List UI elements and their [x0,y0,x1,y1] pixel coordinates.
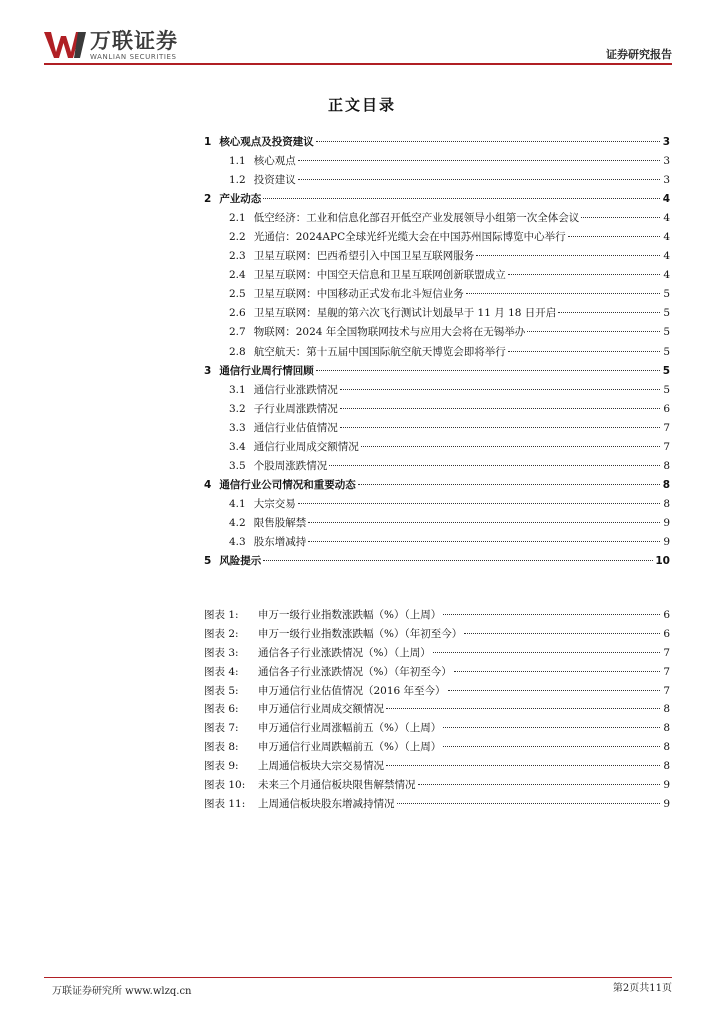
figure-label: 图表 11: [204,797,246,810]
dot-leader [448,690,660,691]
toc-title: 卫星互联网：巴西希望引入中国卫星互联网服务 [253,250,475,263]
dot-leader [298,160,660,161]
toc-number: 2.8 [229,345,246,358]
company-logo [44,30,178,61]
toc-title: 通信行业周成交额情况 [253,440,359,453]
logo-name-cn: 万联证券 [90,29,178,53]
dot-leader [527,331,660,332]
figure-page: 8 [663,760,670,773]
toc-title: 投资建议 [253,174,296,187]
toc-number: 3.2 [229,402,246,415]
toc-entry[interactable] [204,553,670,572]
figure-label: 图表 5: [204,684,239,697]
toc-entry[interactable] [204,458,670,477]
toc-entry[interactable] [204,515,670,534]
figure-label: 图表 2: [204,627,239,640]
dot-leader [418,784,661,785]
dot-leader [316,141,660,142]
toc-page: 6 [663,402,670,415]
figure-label: 图表 4: [204,665,239,678]
toc-entry[interactable] [204,401,670,420]
figure-page: 8 [663,722,670,735]
toc-page: 4 [663,231,670,244]
toc-title: 卫星互联网：星舰的第六次飞行测试计划最早于 11 月 18 日开启 [253,307,557,320]
figure-page: 6 [663,627,670,640]
dot-leader [581,217,660,218]
toc-title: 子行业周涨跌情况 [253,402,338,415]
dot-leader [329,465,660,466]
toc-title: 股东增减持 [253,535,307,548]
toc-page: 5 [662,364,670,377]
toc-page: 4 [662,193,670,206]
figure-page: 7 [663,665,670,678]
toc-page: 7 [663,421,670,434]
footer-page-number: 第2页共11页 [612,983,672,994]
figure-entry[interactable] [204,626,670,645]
figure-label: 图表 7: [204,722,239,735]
toc-title: 个股周涨跌情况 [253,459,328,472]
toc-entry[interactable] [204,153,670,172]
logo-text [90,30,178,61]
dot-leader [361,446,660,447]
dot-leader [263,198,660,199]
figure-page: 8 [663,703,670,716]
toc-number: 2.2 [229,231,246,244]
toc-number: 3.5 [229,459,246,472]
dot-leader [340,389,660,390]
figure-list [204,607,670,815]
dot-leader [508,274,660,275]
dot-leader [558,312,660,313]
figure-label: 图表 8: [204,741,239,754]
figure-page: 8 [663,741,670,754]
dot-leader [298,179,660,180]
figure-title: 申万一级行业指数涨跌幅（%）（年初至今） [258,627,463,640]
dot-leader [433,652,660,653]
toc-entry[interactable] [204,477,670,496]
toc-page: 8 [663,459,670,472]
figure-title: 通信各子行业涨跌情况（%）（上周） [258,646,431,659]
figure-title: 通信各子行业涨跌情况（%）（年初至今） [258,665,452,678]
toc-page: 3 [663,155,670,168]
figure-page: 7 [663,684,670,697]
toc-entry[interactable] [204,344,670,363]
toc-title: 风险提示 [219,555,262,568]
dot-leader [454,671,660,672]
toc-title: 航空航天：第十五届中国国际航空航天博览会即将举行 [253,345,506,358]
toc-number: 5 [204,555,212,568]
dot-leader [386,708,660,709]
figure-page: 9 [663,797,670,810]
toc-page: 9 [663,535,670,548]
figure-entry[interactable] [204,739,670,758]
toc-number: 1.1 [229,155,246,168]
toc-page: 5 [663,288,670,301]
toc-title: 物联网：2024 年全国物联网技术与应用大会将在无锡举办 [253,326,526,339]
toc-title: 通信行业估值情况 [253,421,338,434]
figure-label: 图表 1: [204,609,239,621]
dot-leader [308,541,660,542]
toc-title: 产业动态 [219,193,262,206]
toc-title: 卫星互联网：中国空天信息和卫星互联网创新联盟成立 [253,269,506,282]
figure-title: 上周通信板块股东增减持情况 [258,797,395,810]
figure-label: 图表 9: [204,760,239,773]
toc-number: 4.3 [229,535,246,548]
figure-entry[interactable] [204,720,670,739]
dot-leader [298,503,660,504]
table-of-contents [204,134,670,572]
toc-title: 卫星互联网：中国移动正式发布北斗短信业务 [253,288,464,301]
toc-title: 通信行业周行情回顾 [219,364,314,377]
toc-page: 5 [663,326,670,339]
figure-title: 申万通信行业估值情况（2016 年至今） [258,684,446,697]
dot-leader [508,351,660,352]
dot-leader [568,236,660,237]
toc-page: 3 [662,136,670,148]
toc-number: 2.4 [229,269,246,282]
toc-title: 通信行业涨跌情况 [253,383,338,396]
toc-entry[interactable] [204,210,670,229]
footer-source: 万联证券研究所 www.wlzq.cn [52,986,192,997]
dot-leader [397,803,661,804]
toc-number: 3.4 [229,440,246,453]
dot-leader [443,746,660,747]
toc-title: 光通信：2024APC全球光纤光缆大会在中国苏州国际博览中心举行 [253,231,566,244]
toc-page: 3 [663,174,670,187]
figure-entry[interactable] [204,758,670,777]
toc-title: 核心观点 [253,155,296,168]
toc-entry[interactable] [204,382,670,401]
page-title: 正文目录 [327,96,396,114]
dot-leader [443,727,660,728]
figure-label: 图表 3: [204,646,239,659]
toc-number: 4.1 [229,497,246,510]
toc-entry[interactable] [204,324,670,343]
toc-entry[interactable] [204,534,670,553]
toc-title: 大宗交易 [253,497,296,510]
toc-page: 5 [663,307,670,320]
toc-entry[interactable] [204,286,670,305]
figure-entry[interactable] [204,683,670,702]
toc-page: 5 [663,383,670,396]
dot-leader [386,765,660,766]
toc-number: 2.6 [229,307,246,320]
dot-leader [308,522,660,523]
page-header [0,0,724,70]
toc-number: 4.2 [229,516,246,529]
toc-page: 5 [663,345,670,358]
toc-entry[interactable] [204,496,670,515]
dot-leader [464,633,660,634]
dot-leader [316,370,660,371]
figure-page: 7 [663,646,670,659]
dot-leader [340,427,660,428]
toc-entry[interactable] [204,267,670,286]
figure-entry[interactable] [204,645,670,664]
toc-page: 4 [663,212,670,225]
dot-leader [263,560,653,561]
toc-page: 9 [663,516,670,529]
toc-title: 通信行业公司情况和重要动态 [219,478,356,491]
figure-entry[interactable] [204,777,670,796]
toc-entry[interactable] [204,229,670,248]
toc-title: 限售股解禁 [253,516,307,529]
toc-page: 10 [655,555,670,568]
figure-entry[interactable] [204,664,670,683]
toc-number: 1 [204,136,212,148]
toc-number: 1.2 [229,174,246,187]
dot-leader [340,408,660,409]
dot-leader [466,293,660,294]
toc-title: 核心观点及投资建议 [219,136,314,148]
toc-number: 2.3 [229,250,246,263]
figure-page: 9 [663,779,670,792]
figure-label: 图表 6: [204,703,239,716]
header-divider [44,63,672,65]
figure-entry[interactable] [204,607,670,626]
toc-number: 2.7 [229,326,246,339]
figure-title: 申万通信行业周涨幅前五（%）（上周） [258,722,442,735]
logo-name-en: WANLIAN SECURITIES [90,53,177,61]
figure-entry[interactable] [204,701,670,720]
toc-number: 2.5 [229,288,246,301]
figure-title: 申万通信行业周跌幅前五（%）（上周） [258,741,442,754]
figure-title: 申万一级行业指数涨跌幅（%）（上周） [258,609,442,621]
toc-entry[interactable] [204,172,670,191]
toc-page: 4 [663,250,670,263]
toc-entry[interactable] [204,191,670,210]
toc-page: 7 [663,440,670,453]
toc-number: 4 [204,478,212,491]
figure-label: 图表 10: [204,779,246,792]
toc-entry[interactable] [204,439,670,458]
toc-page: 4 [663,269,670,282]
figure-page: 6 [663,609,670,621]
toc-page: 8 [663,497,670,510]
figure-entry[interactable] [204,796,670,815]
toc-entry[interactable] [204,420,670,439]
toc-entry[interactable] [204,363,670,382]
figure-title: 申万通信行业周成交额情况 [258,703,384,716]
figure-title: 上周通信板块大宗交易情况 [258,760,384,773]
toc-number: 3 [204,364,212,377]
toc-number: 3.1 [229,383,246,396]
toc-entry[interactable] [204,134,670,153]
report-type: 证券研究报告 [606,48,672,61]
toc-entry[interactable] [204,248,670,267]
dot-leader [358,484,660,485]
toc-number: 3.3 [229,421,246,434]
footer-divider [44,977,672,978]
toc-page: 8 [662,478,670,491]
toc-entry[interactable] [204,305,670,324]
toc-number: 2.1 [229,212,246,225]
dot-leader [476,255,660,256]
figure-title: 未来三个月通信板块限售解禁情况 [258,779,416,792]
toc-title: 低空经济：工业和信息化部召开低空产业发展领导小组第一次全体会议 [253,212,580,225]
wanlian-logo-icon [44,30,86,60]
dot-leader [443,614,660,615]
toc-number: 2 [204,193,212,206]
